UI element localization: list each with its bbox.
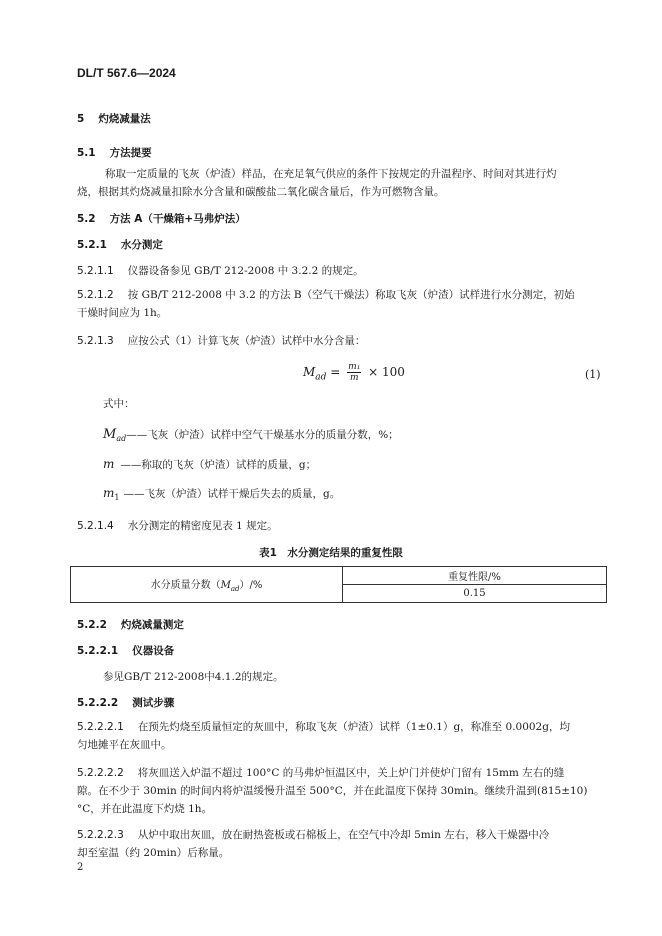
clause-5-2-1-2 bbox=[77, 286, 607, 322]
section-5-2-2-1-body: 参见GB/T 212-2008中4.1.2的规定。 bbox=[103, 671, 284, 683]
section-title: 测试步骤 bbox=[132, 697, 175, 709]
where-symbol: M bbox=[103, 427, 117, 442]
formula-denominator: m bbox=[349, 373, 359, 383]
clause-text: 却至室温（约 20min）后称量。 bbox=[77, 847, 230, 859]
formula-equals: = bbox=[330, 365, 341, 379]
clause-text: 干燥时间应为 1h。 bbox=[77, 307, 168, 319]
clause-text: 应按公式（1）计算飞灰（炉渣）试样中水分含量： bbox=[127, 335, 366, 347]
clause-text: 仪器设备参见 GB/T 212-2008 中 3.2.2 的规定。 bbox=[127, 265, 364, 277]
section-number: 5.2.1 bbox=[77, 239, 107, 251]
clause-number: 5.2.1.1 bbox=[77, 265, 114, 277]
where-item bbox=[103, 486, 340, 502]
where-description: ——飞灰（炉渣）试样中空气干燥基水分的质量分数，%； bbox=[126, 429, 399, 441]
formula-numerator: m₁ bbox=[348, 362, 361, 372]
clause-text: 匀地摊平在灰皿中。 bbox=[77, 739, 172, 751]
section-title: 灼烧减量测定 bbox=[120, 619, 184, 631]
section-title: 方法 A（干燥箱+马弗炉法） bbox=[109, 213, 246, 225]
table-cell: 0.15 bbox=[343, 585, 607, 603]
where-symbol: m bbox=[103, 457, 115, 471]
section-number: 5.2 bbox=[77, 213, 96, 225]
table-header-cell bbox=[71, 567, 343, 603]
table-1-caption: 表1 水分测定结果的重复性限 bbox=[259, 547, 403, 559]
section-5-2-1-heading bbox=[77, 237, 163, 252]
clause-text: 水分测定的精密度见表 1 规定。 bbox=[127, 520, 278, 532]
clause-5-2-1-1 bbox=[77, 263, 364, 278]
section-5-2-heading bbox=[77, 211, 246, 226]
section-title: 方法提要 bbox=[109, 147, 152, 159]
formula-number: (1) bbox=[585, 368, 601, 381]
formula-lhs-subscript: ad bbox=[315, 372, 327, 383]
clause-5-2-2-2-1 bbox=[77, 718, 607, 754]
section-title: 水分测定 bbox=[120, 239, 163, 251]
body-line: 称取一定质量的飞灰（炉渣）样品，在充足氧气供应的条件下按规定的升温程序、时间对其进行灼 bbox=[105, 168, 557, 180]
where-symbol-subscript: 1 bbox=[114, 493, 120, 503]
section-number: 5.2.2.1 bbox=[77, 645, 119, 657]
clause-text: 按 GB/T 212-2008 中 3.2 的方法 B（空气干燥法）称取飞灰（炉渣）试样进行水分测定，初始 bbox=[127, 289, 575, 301]
where-item bbox=[103, 457, 316, 472]
formula-lhs-variable: M bbox=[303, 365, 316, 379]
clause-5-2-1-3 bbox=[77, 333, 365, 348]
clause-number: 5.2.2.2.3 bbox=[77, 829, 124, 841]
where-description: ——飞灰（炉渣）试样干燥后失去的质量，g。 bbox=[123, 488, 341, 500]
table-row bbox=[71, 567, 607, 585]
section-5-1-heading bbox=[77, 145, 152, 160]
body-line: 烧，根据其灼烧减量扣除水分含量和碳酸盐二氧化碳含量后，作为可燃物含量。 bbox=[77, 186, 445, 198]
standard-code-header: DL/T 567.6—2024 bbox=[77, 66, 176, 80]
where-label: 式中： bbox=[103, 398, 135, 410]
formula-1 bbox=[303, 362, 405, 383]
section-5-1-body bbox=[77, 165, 607, 201]
table-1 bbox=[70, 566, 607, 603]
clause-5-2-2-2-3 bbox=[77, 826, 607, 862]
column-header-variable: M bbox=[220, 580, 231, 591]
section-title: 灼烧减量法 bbox=[98, 113, 151, 125]
section-5-heading bbox=[77, 111, 151, 126]
clause-text: 从炉中取出灰皿，放在耐热瓷板或石棉板上，在空气中冷却 5min 左右，移入干燥器中冷 bbox=[137, 829, 550, 841]
column-header-subscript: ad bbox=[230, 585, 240, 593]
section-5-2-2-heading bbox=[77, 617, 184, 632]
where-symbol-subscript: ad bbox=[116, 434, 127, 444]
column-header-prefix: 水分质量分数（ bbox=[150, 580, 221, 591]
clause-text: 将灰皿送入炉温不超过 100°C 的马弗炉恒温区中，关上炉门并使炉门留有 15mm 左右的缝 bbox=[137, 767, 565, 779]
clause-number: 5.2.1.2 bbox=[77, 289, 114, 301]
section-title: 仪器设备 bbox=[132, 645, 175, 657]
where-symbol: m bbox=[103, 486, 115, 500]
clause-number: 5.2.2.2.2 bbox=[77, 767, 124, 779]
section-5-2-2-2-heading bbox=[77, 695, 174, 710]
formula-multiplier: × 100 bbox=[368, 365, 405, 379]
section-number: 5.2.2 bbox=[77, 619, 107, 631]
clause-number: 5.2.1.3 bbox=[77, 335, 114, 347]
clause-5-2-1-4 bbox=[77, 518, 278, 533]
where-description: ——称取的飞灰（炉渣）试样的质量，g； bbox=[120, 459, 317, 471]
column-header-suffix: ）/% bbox=[239, 580, 263, 591]
clause-text: 隙。在不少于 30min 的时间内将炉温缓慢升温至 500°C，并在此温度下保持 30min。继续升温到(815±10) bbox=[77, 785, 588, 797]
clause-5-2-2-2-2 bbox=[77, 764, 617, 818]
clause-number: 5.2.2.2.1 bbox=[77, 721, 124, 733]
section-number: 5 bbox=[77, 113, 85, 125]
clause-text: °C，并在此温度下灼烧 1h。 bbox=[77, 803, 213, 815]
page-number: 2 bbox=[77, 862, 84, 873]
formula-fraction bbox=[347, 362, 361, 383]
section-number: 5.2.2.2 bbox=[77, 697, 119, 709]
section-5-2-2-1-heading bbox=[77, 643, 174, 658]
table-header-cell: 重复性限/% bbox=[343, 567, 607, 585]
clause-text: 在预先灼烧至质量恒定的灰皿中，称取飞灰（炉渣）试样（1±0.1）g，称准至 0.0002g，均 bbox=[137, 721, 570, 733]
where-item bbox=[103, 427, 399, 443]
clause-number: 5.2.1.4 bbox=[77, 520, 114, 532]
section-number: 5.1 bbox=[77, 147, 96, 159]
